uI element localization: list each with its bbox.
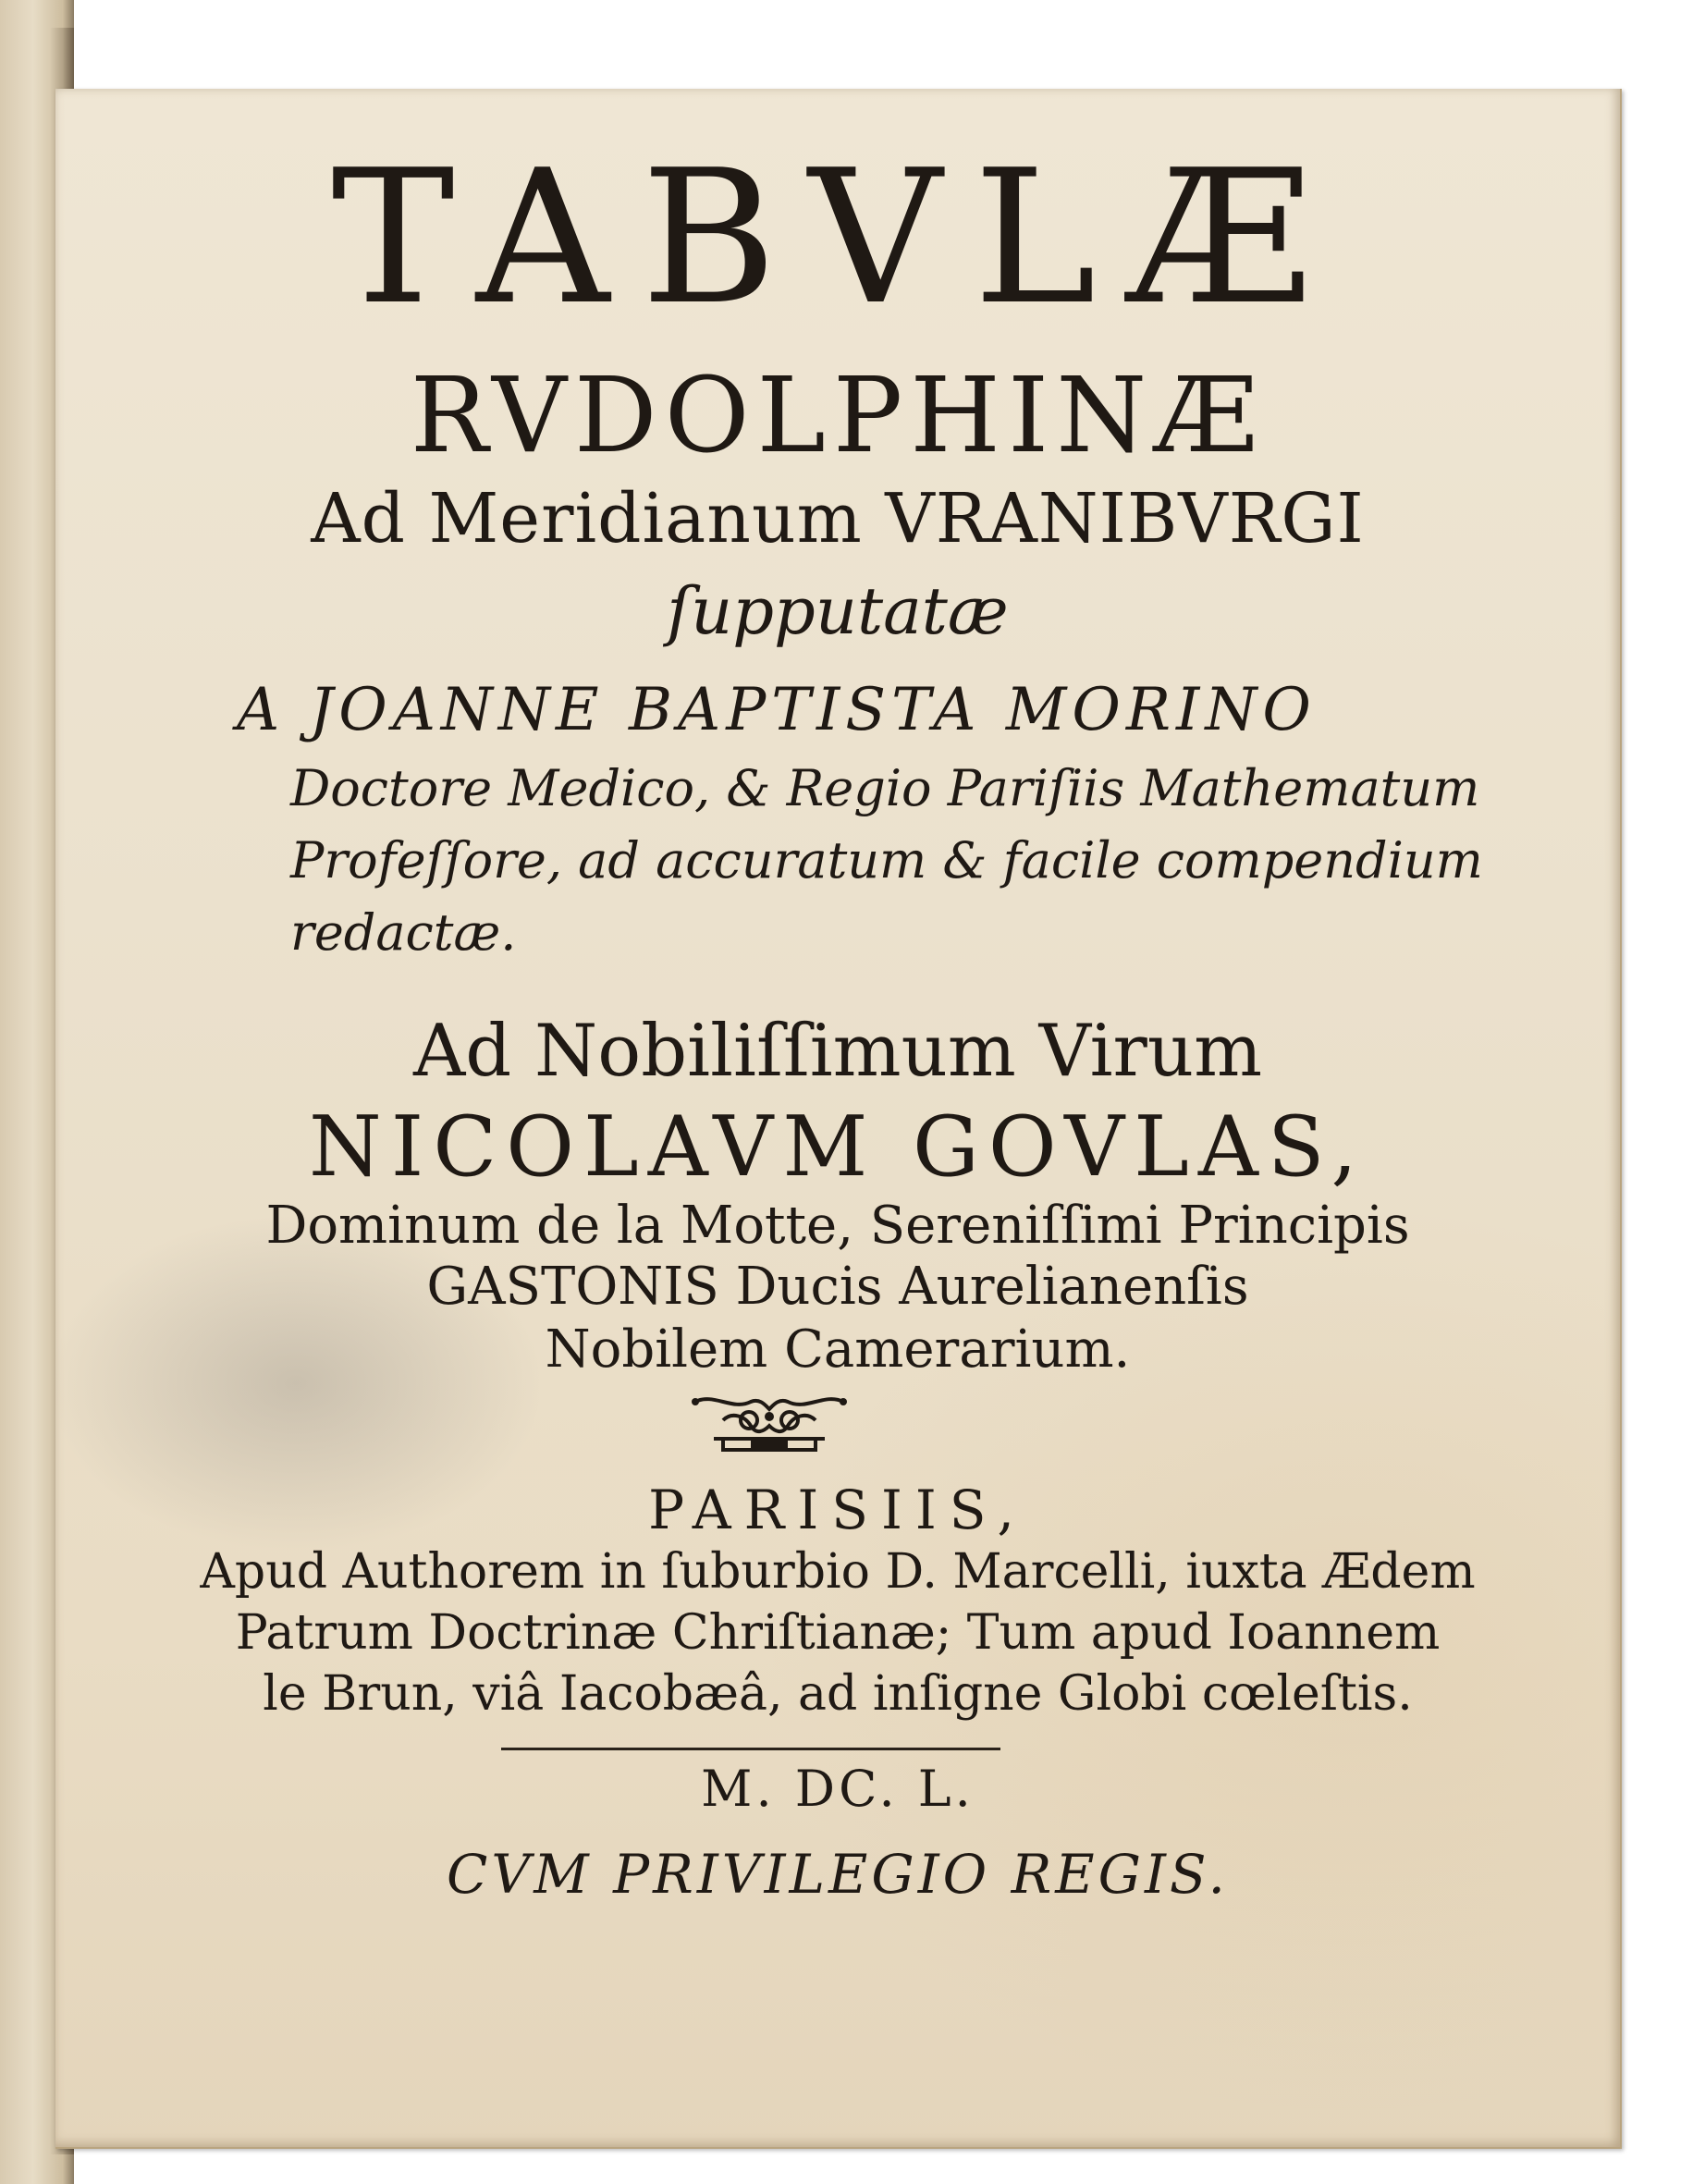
imprint-line-1: Apud Authorem in ſuburbio D. Marcelli, iuxta Ædem	[200, 1544, 1476, 1600]
author-desc-3: redactæ.	[290, 903, 517, 962]
publication-date: M. DC. L.	[701, 1760, 975, 1818]
dedication-line-2: NICOLAVM GOVLAS,	[309, 1098, 1367, 1196]
dedication-line-1: Ad Nobiliſſimum Virum	[412, 1010, 1263, 1093]
author-line: A JOANNE BAPTISTA MORINO	[237, 676, 1317, 744]
divider-rule	[501, 1748, 1000, 1750]
privilege-line: CVM PRIVILEGIO REGIS.	[447, 1843, 1229, 1906]
imprint-line-3: le Brun, viâ Iacobæâ, ad inſigne Globi cœleſtis.	[263, 1666, 1413, 1722]
printers-ornament-icon	[686, 1389, 852, 1455]
title-line-1: TABVLÆ	[331, 130, 1344, 346]
title-line-4: ſupputatæ	[667, 573, 1009, 649]
author-desc-1: Doctore Medico, & Regio Pariſiis Mathematum	[290, 759, 1480, 817]
title-page	[55, 89, 1622, 2149]
title-line-3: Ad Meridianum VRANIBVRGI	[311, 479, 1365, 558]
imprint-city: PARISIIS,	[648, 1478, 1027, 1541]
dedication-line-3: Dominum de la Motte, Sereniſſimi Principis	[265, 1196, 1410, 1256]
author-desc-2: Profeſſore, ad accuratum & facile compendium	[290, 831, 1483, 890]
dedication-line-5: Nobilem Camerarium.	[545, 1319, 1131, 1380]
imprint-line-2: Patrum Doctrinæ Chriſtianæ; Tum apud Ioannem	[235, 1605, 1441, 1661]
title-line-2: RVDOLPHINÆ	[410, 356, 1266, 476]
dedication-line-4: GASTONIS Ducis Aurelianenſis	[426, 1257, 1249, 1317]
